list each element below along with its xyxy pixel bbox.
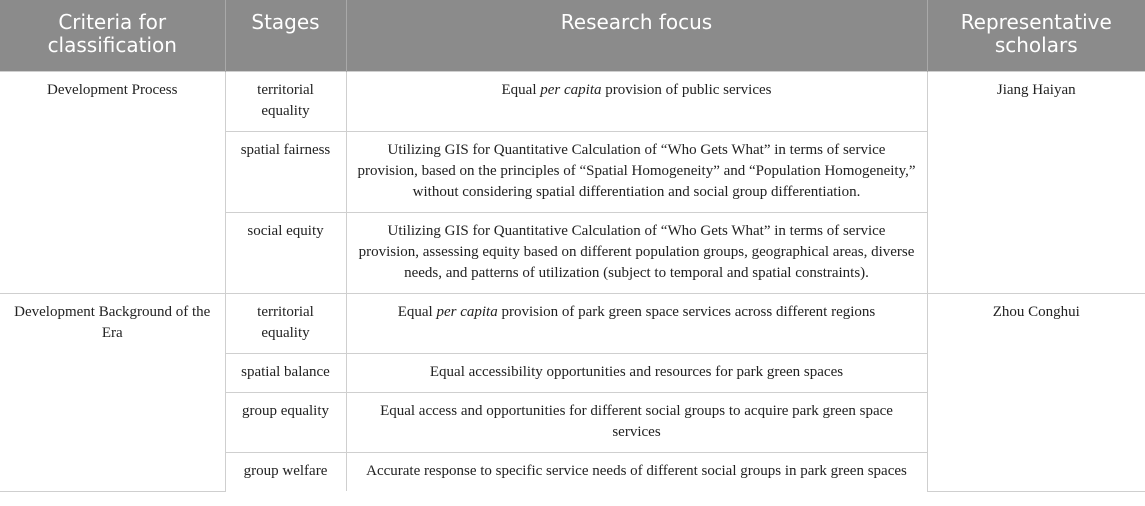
focus-cell: Accurate response to specific service needs of different social groups in park green spaces (346, 453, 927, 492)
focus-cell (346, 72, 927, 132)
focus-cell: Utilizing GIS for Quantitative Calculation of “Who Gets What” in terms of service provision, based on the principles of “Spatial Homogeneity” and “Population Homogeneity,” without considering spatial differentiation and social group differentiation. (346, 132, 927, 213)
stage-cell: spatial fairness (225, 132, 346, 213)
header-stages: Stages (225, 0, 346, 72)
criteria-cell: Development Process (0, 72, 225, 294)
stage-cell: territorial equality (225, 72, 346, 132)
scholar-cell: Zhou Conghui (927, 294, 1145, 492)
focus-text-post: provision of park green space services across different regions (497, 304, 876, 320)
table-header (0, 0, 1145, 72)
table-row (0, 72, 1145, 132)
focus-text-pre: Equal (397, 304, 437, 320)
focus-cell: Equal accessibility opportunities and resources for park green spaces (346, 354, 927, 393)
header-row (0, 0, 1145, 72)
stage-cell: territorial equality (225, 294, 346, 354)
stage-cell: group welfare (225, 453, 346, 492)
header-criteria: Criteria for classification (0, 0, 225, 72)
scholar-cell: Jiang Haiyan (927, 72, 1145, 294)
focus-text-emphasis: per capita (540, 82, 602, 98)
header-representative-scholars: Representative scholars (927, 0, 1145, 72)
focus-text-pre: Equal (501, 82, 541, 98)
focus-cell: Utilizing GIS for Quantitative Calculation of “Who Gets What” in terms of service provision, assessing equity based on different population groups, geographical areas, diverse needs, and patterns of utilization (subject to temporal and spatial constraints). (346, 213, 927, 294)
focus-cell (346, 294, 927, 354)
focus-cell: Equal access and opportunities for different social groups to acquire park green space services (346, 393, 927, 453)
table-row (0, 294, 1145, 354)
criteria-cell: Development Background of the Era (0, 294, 225, 492)
stage-cell: spatial balance (225, 354, 346, 393)
focus-text-emphasis: per capita (436, 304, 498, 320)
focus-text-post: provision of public services (601, 82, 772, 98)
stage-cell: social equity (225, 213, 346, 294)
stage-cell: group equality (225, 393, 346, 453)
header-research-focus: Research focus (346, 0, 927, 72)
table-body (0, 72, 1145, 492)
